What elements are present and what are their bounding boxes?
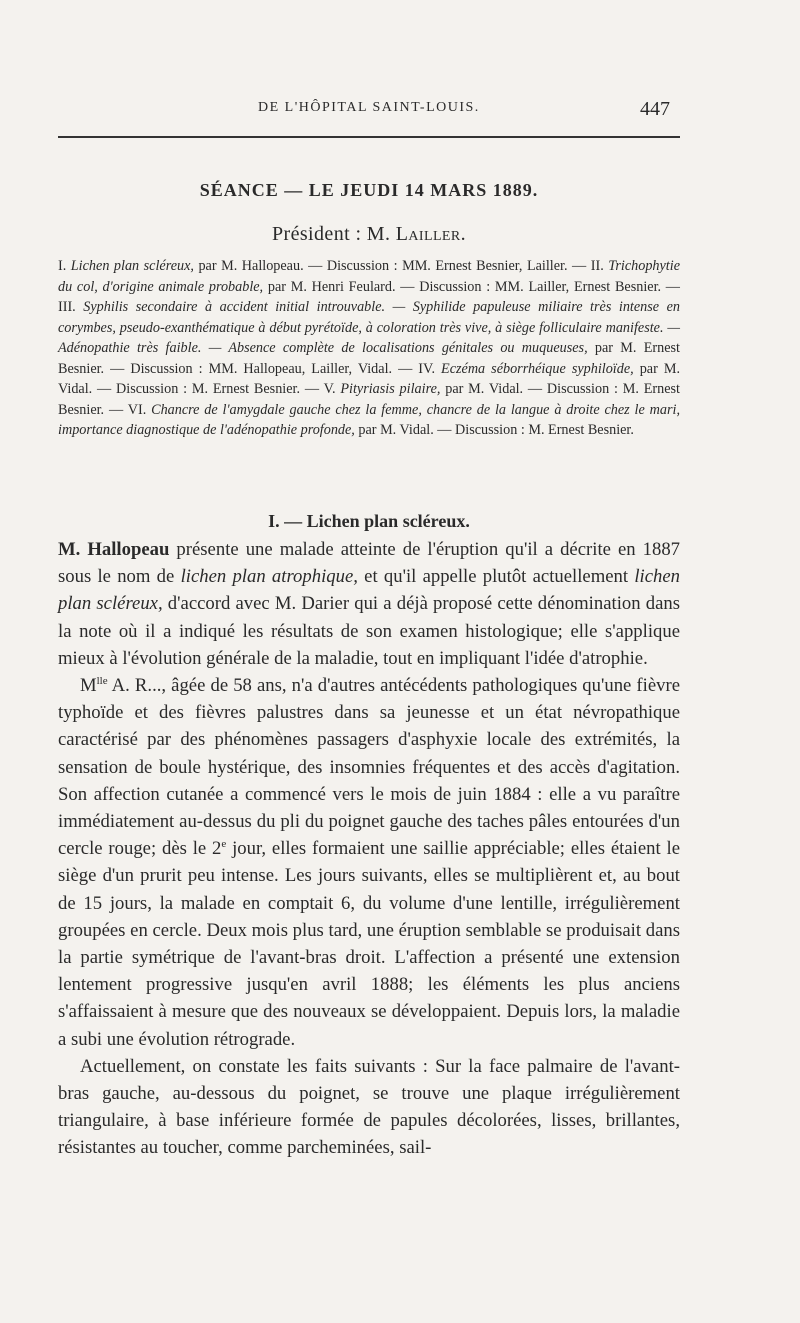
body-paragraph bbox=[58, 672, 680, 1053]
summary-run-text: par M. Henri Feulard. — Discussion : MM. Lailler, Ernest Besnier. — III. bbox=[58, 278, 680, 315]
summary-run-text: par M. Hallopeau. — Discussion : MM. Ernest Besnier, Lailler. — II. bbox=[193, 258, 609, 274]
president-name: Lailler. bbox=[395, 223, 466, 245]
summary-run-italic: Pityriasis pilaire, bbox=[340, 381, 441, 397]
paragraph-run-italic: lichen plan atrophique, bbox=[180, 566, 358, 588]
paragraph-run-text: A. R..., âgée de 58 ans, n'a d'autres antécédents pathologiques qu'une fièvre typhoïde et des fièvres palustres dans sa jeunesse et un état névropathique caractérisé par des phénomènes passagers d'asphyxie locale des extrémités, la sensation de boule hystérique, des insomnies fréquentes et des accès d'agitation. Son affection cutanée a commencé vers le mois de juin 1884 : elle a vu paraître immédiatement au-dessus du pli du poignet gauche des taches pâles entourées d'un cercle rouge; dès le 2 bbox=[58, 675, 680, 860]
president-line bbox=[58, 223, 680, 246]
paragraph-run-speaker: M. Hallopeau bbox=[58, 539, 170, 560]
paragraph-run-italic: lichen plan scléreux, bbox=[58, 566, 680, 615]
summary-run-text: par M. Vidal. — Discussion : M. Ernest Besnier. — V. bbox=[58, 360, 681, 397]
summary-run-text: I. bbox=[58, 258, 71, 274]
summary-run-italic: Trichophytie du col, d'origine animale probable, bbox=[58, 258, 680, 295]
body-paragraph bbox=[58, 1053, 680, 1162]
paragraph-run-text: présente une malade atteinte de l'éruption qu'il a décrite en 1887 sous le nom de bbox=[58, 539, 681, 588]
summary-run-text: par M. Vidal. — Discussion : M. Ernest Besnier. bbox=[354, 422, 634, 438]
summary-run-italic: Eczéma séborrhéique syphiloïde, bbox=[441, 360, 634, 377]
summary-run-italic: Syphilis secondaire à accident initial introuvable. — Syphilide papuleuse miliaire très intense en corymbes, pseudo-exanthématique à début pyrétoïde, à coloration très vive, à siège folliculaire manifeste. — Adénopathie très faible. — Absence complète de localisations génitales ou muqueuses, bbox=[58, 299, 680, 356]
paragraph-run-text: Actuellement, on constate les faits suivants : Sur la face palmaire de l'avant-bras gauche, au-dessous du poignet, se trouve une plaque irrégulièrement triangulaire, à base inférieure formée de papules décolorées, lisses, brillantes, résistantes au toucher, comme parcheminées, sail- bbox=[58, 1055, 680, 1159]
running-head: DE L'HÔPITAL SAINT-LOUIS. bbox=[258, 100, 480, 115]
summary-run-italic: Lichen plan scléreux, bbox=[70, 258, 194, 274]
paragraph-run-text: d'accord avec M. Darier qui a déjà proposé cette dénomination dans la note où il a indiqué les résultats de son examen histologique; elle s'applique mieux à l'évolution générale de la maladie, tout en impliquant l'idée d'atrophie. bbox=[58, 593, 680, 669]
seance-title: SÉANCE — LE JEUDI 14 MARS 1889. bbox=[199, 180, 539, 200]
president-prefix: Président : M. bbox=[272, 223, 396, 245]
section-title: I. — Lichen plan scléreux. bbox=[268, 511, 470, 531]
summary-run-text: par M. Ernest Besnier. — Discussion : MM. Hallopeau, Lailler, Vidal. — IV. bbox=[58, 340, 680, 377]
body-paragraph bbox=[58, 536, 680, 672]
paragraph-run-text: M bbox=[80, 675, 97, 697]
header-rule bbox=[58, 136, 680, 138]
page-number: 447 bbox=[640, 98, 670, 120]
paragraph-run-text: e bbox=[221, 838, 227, 850]
paragraph-run-text: lle bbox=[96, 674, 108, 687]
paragraph-run-text: jour, elles formaient une saillie appréciable; elles étaient le siège d'un prurit peu intense. Les jours suivants, elles se multiplièrent et, au bout de 15 jours, la malade en comptait 6, du volume d'une lentille, irrégulièrement groupées en cercle. Deux mois plus tard, une éruption semblable se produisait dans la partie symétrique de l'avant-bras droit. L'affection a présenté une extension lentement progressive jusqu'en avril 1888; les éléments les plus anciens s'affaissaient à mesure que des nouveaux se développaient. Depuis lors, la maladie a subi une évolution rétrograde. bbox=[58, 838, 680, 1050]
paragraph-run-text: et qu'il appelle plutôt actuellement bbox=[357, 566, 635, 588]
summary-run-italic: Chancre de l'amygdale gauche chez la femme, chancre de la langue à droite chez le mari, importance diagnostique de l'adénopathie profonde, bbox=[58, 401, 680, 438]
article-body bbox=[58, 536, 680, 1162]
summary-run-text: par M. Vidal. — Discussion : M. Ernest Besnier. — VI. bbox=[58, 381, 680, 418]
session-summary bbox=[58, 256, 680, 441]
